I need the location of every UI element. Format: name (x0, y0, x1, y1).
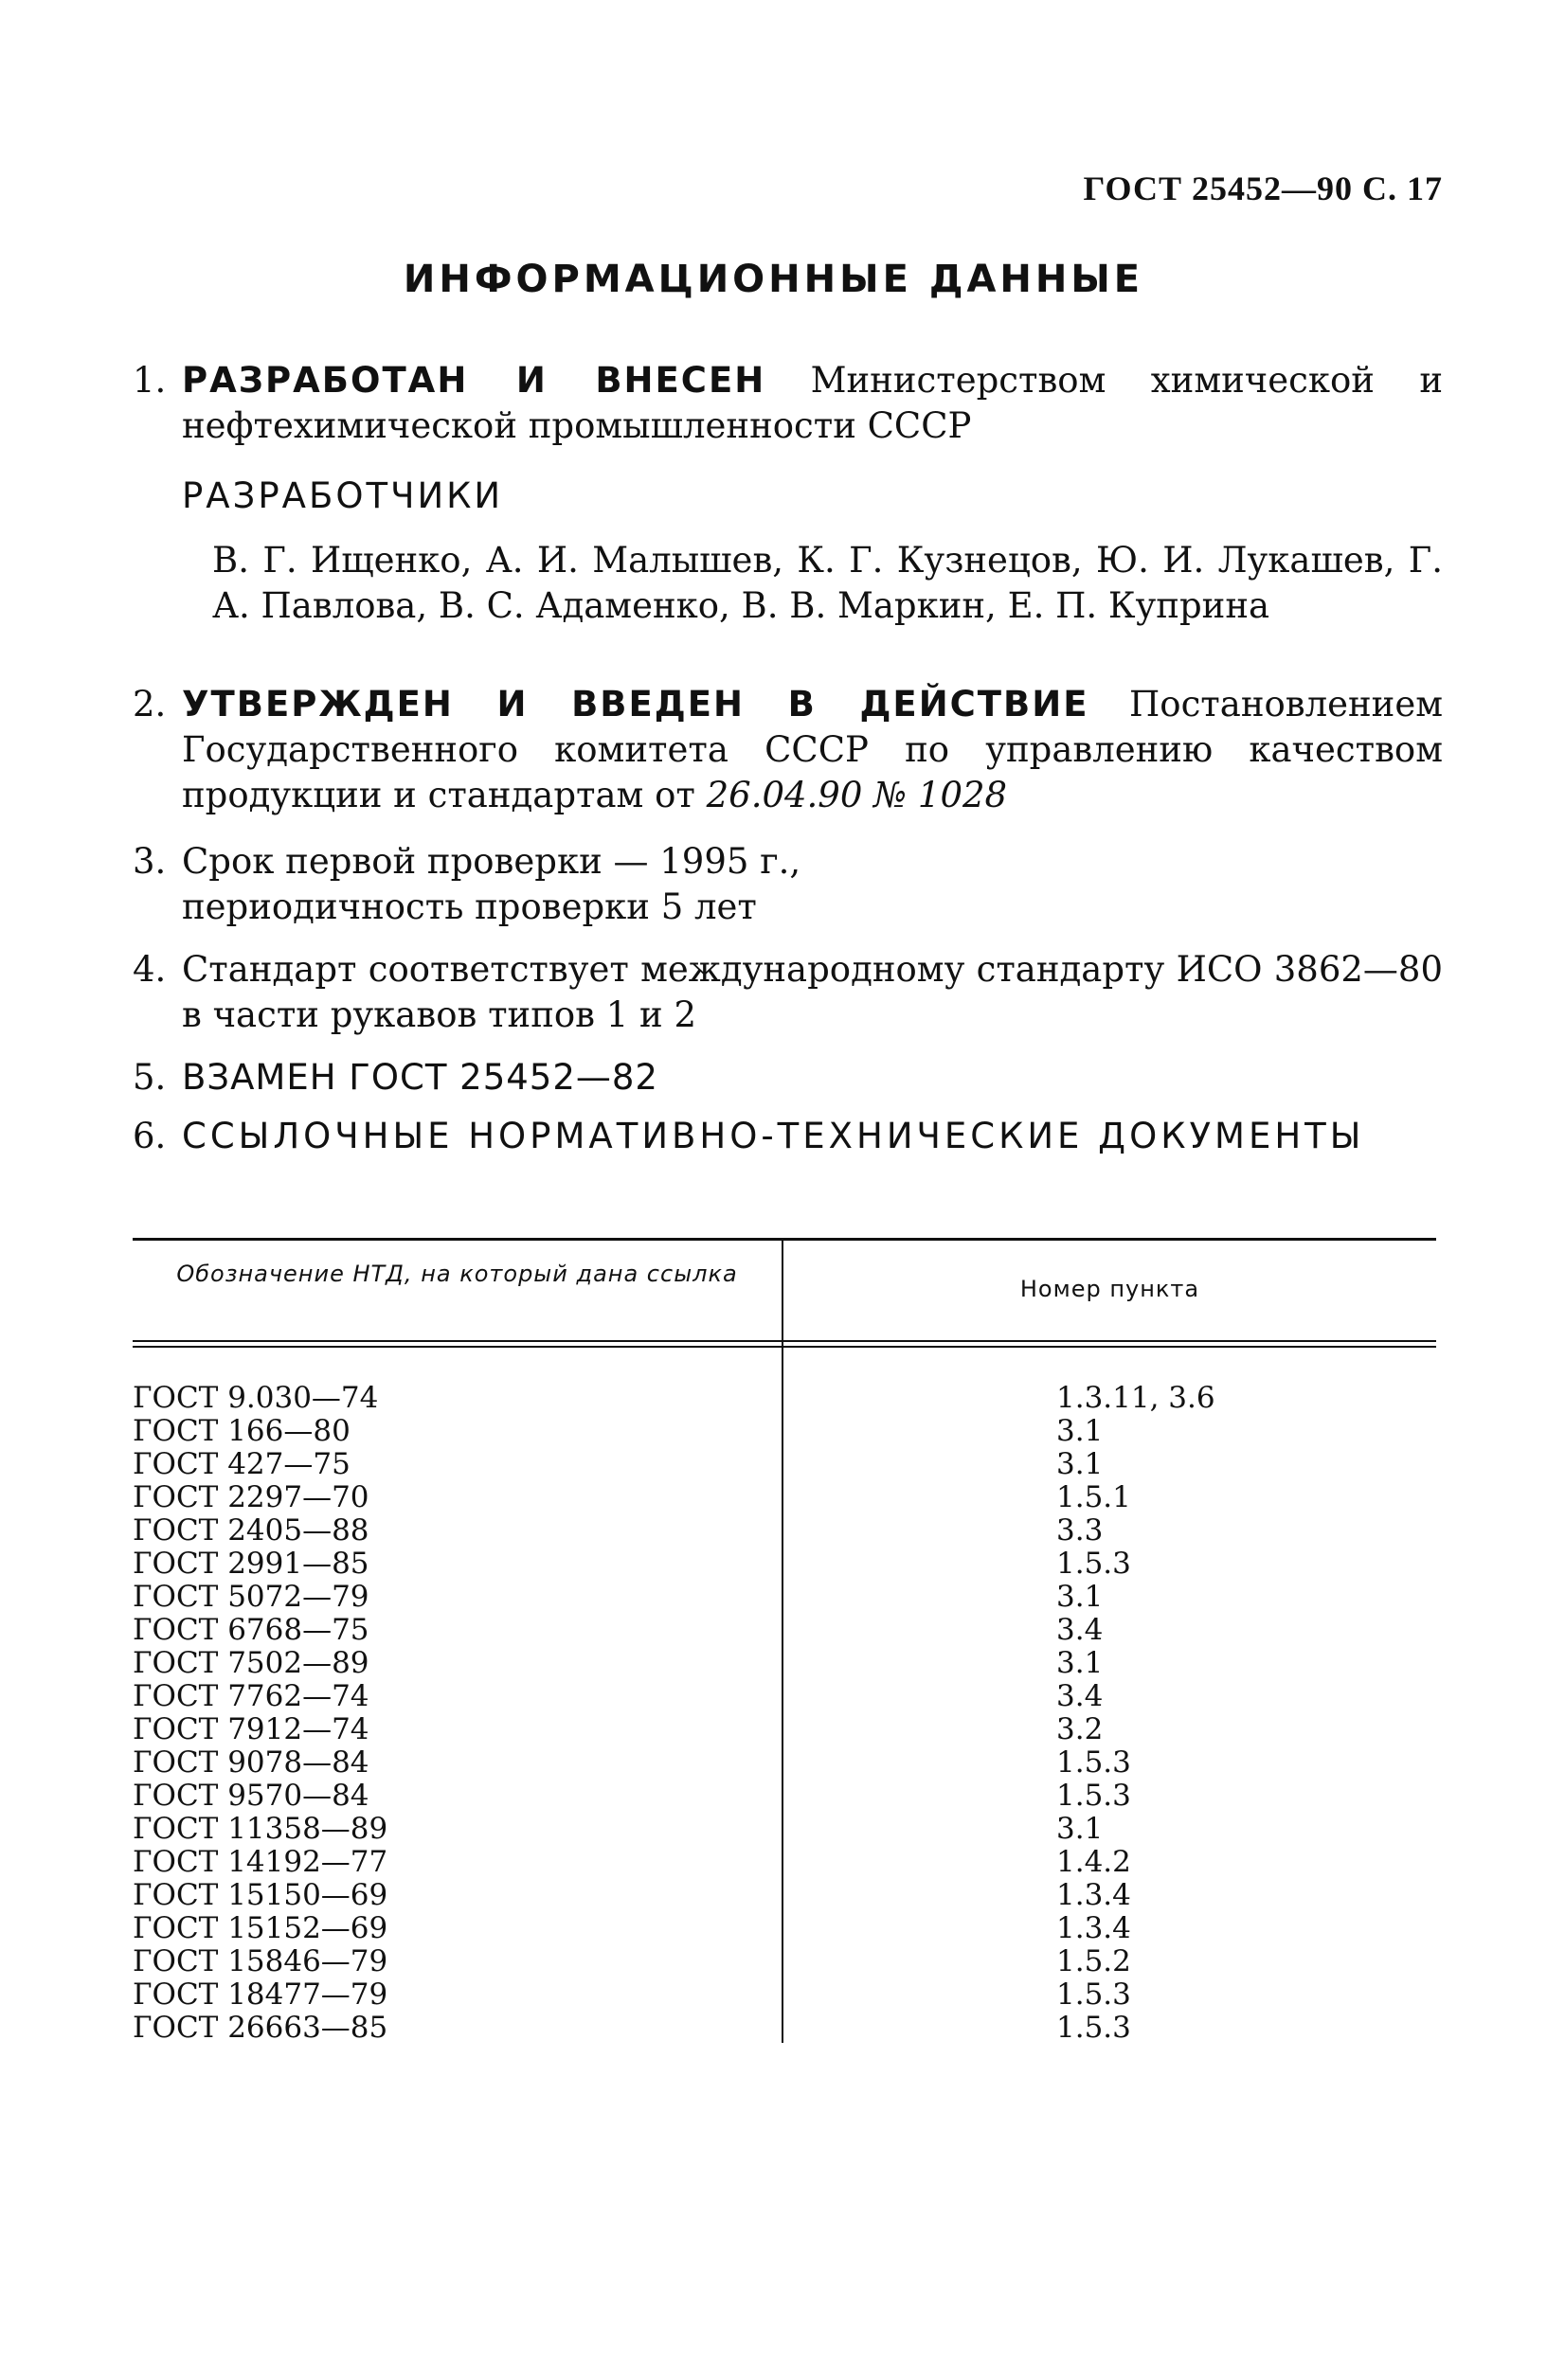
section-1-lead: РАЗРАБОТАН И ВНЕСЕН (182, 360, 766, 401)
table-cell-clause: 3.1 (1056, 1447, 1104, 1481)
table-cell-document: ГОСТ 14192—77 (133, 1845, 388, 1879)
table-row (133, 1680, 1436, 1713)
section-2-body (182, 682, 1443, 818)
table-cell-clause: 3.1 (1056, 1646, 1104, 1680)
section-4 (133, 947, 1443, 1038)
table-row (133, 1813, 1436, 1846)
table-cell-document: ГОСТ 26663—85 (133, 2011, 388, 2045)
table-row (133, 1846, 1436, 1879)
section-6-number: 6. (133, 1116, 167, 1156)
table-row (133, 1614, 1436, 1647)
table-cell-document: ГОСТ 11358—89 (133, 1812, 388, 1846)
table-cell-document: ГОСТ 2405—88 (133, 1513, 369, 1548)
table-cell-clause: 1.5.2 (1056, 1944, 1131, 1978)
section-6-text: ССЫЛОЧНЫЕ НОРМАТИВНО-ТЕХНИЧЕСКИЕ ДОКУМЕНТЫ (182, 1116, 1365, 1156)
section-1-body (182, 358, 1443, 449)
table-row (133, 1945, 1436, 1978)
page-header-code: ГОСТ 25452—90 С. 17 (1083, 170, 1443, 207)
table-body (133, 1382, 1436, 2045)
table-row (133, 1481, 1436, 1514)
section-2-date: 26.04.90 № 1028 (706, 775, 1008, 815)
table-row (133, 1382, 1436, 1415)
table-cell-document: ГОСТ 2297—70 (133, 1480, 369, 1514)
table-cell-clause: 1.3.11, 3.6 (1056, 1381, 1215, 1415)
section-3-line-1: Срок первой проверки — 1995 г., (182, 841, 801, 882)
table-row (133, 1879, 1436, 1912)
developers-list: В. Г. Ищенко, А. И. Малышев, К. Г. Кузнецов, Ю. И. Лукашев, Г. А. Павлова, В. С. Адаменко, В. В. Маркин, Е. П. Куприна (212, 540, 1443, 626)
table-cell-document: ГОСТ 15152—69 (133, 1911, 388, 1945)
page-title: ИНФОРМАЦИОННЫЕ ДАННЫЕ (403, 258, 1144, 301)
table-cell-clause: 1.3.4 (1056, 1878, 1131, 1912)
references-table (133, 1238, 1436, 2043)
table-cell-document: ГОСТ 9.030—74 (133, 1381, 379, 1415)
table-cell-clause: 1.3.4 (1056, 1911, 1131, 1945)
table-header-rule-double (133, 1346, 1436, 1348)
table-cell-document: ГОСТ 5072—79 (133, 1580, 369, 1614)
table-cell-document: ГОСТ 7502—89 (133, 1646, 369, 1680)
table-cell-clause: 3.4 (1056, 1613, 1104, 1647)
table-cell-document: ГОСТ 6768—75 (133, 1613, 369, 1647)
table-cell-document: ГОСТ 9078—84 (133, 1745, 369, 1780)
table-header-document-label: Обозначение НТД, на который дана ссылка (176, 1261, 738, 1287)
table-cell-clause: 3.2 (1056, 1712, 1104, 1746)
table-row (133, 1647, 1436, 1680)
table-header-clause: Номер пункта (1019, 1276, 1200, 1302)
table-top-rule (133, 1238, 1436, 1241)
table-header-rule (133, 1340, 1436, 1342)
section-1 (133, 358, 1443, 629)
table-cell-document: ГОСТ 7762—74 (133, 1679, 369, 1713)
section-3-number: 3. (133, 841, 167, 882)
table-row (133, 1548, 1436, 1581)
table-row (133, 1780, 1436, 1813)
table-cell-clause: 1.5.3 (1056, 2011, 1131, 2045)
table-row (133, 1415, 1436, 1448)
table-row (133, 1581, 1436, 1614)
section-2-text: Постановлением Государственного комитета СССР по управлению качеством продукции и стандартам от (182, 684, 1443, 815)
table-cell-document: ГОСТ 15150—69 (133, 1878, 388, 1912)
section-2-number: 2. (133, 684, 167, 725)
section-4-text: Стандарт соответствует международному стандарту ИСО 3862—80 в части рукавов типов 1 и 2 (182, 949, 1443, 1035)
table-row (133, 1978, 1436, 2012)
table-row (133, 1448, 1436, 1481)
section-3-line-2: периодичность проверки 5 лет (182, 886, 757, 927)
table-cell-clause: 1.4.2 (1056, 1845, 1131, 1879)
table-cell-document: ГОСТ 2991—85 (133, 1547, 369, 1581)
section-1-text: Министерством химической и нефтехимической промышленности СССР (182, 360, 1443, 446)
table-row (133, 1746, 1436, 1780)
table-cell-clause: 1.5.3 (1056, 1547, 1131, 1581)
table-header-document (133, 1261, 782, 1287)
developers-label: РАЗРАБОТЧИКИ (182, 475, 504, 516)
table-row (133, 1514, 1436, 1548)
table-cell-document: ГОСТ 9570—84 (133, 1779, 369, 1813)
table-cell-clause: 1.5.3 (1056, 1779, 1131, 1813)
table-row (133, 1912, 1436, 1945)
section-4-number: 4. (133, 949, 167, 990)
table-cell-clause: 1.5.1 (1056, 1480, 1131, 1514)
section-6 (133, 1114, 1443, 1159)
table-row (133, 1713, 1436, 1746)
table-cell-document: ГОСТ 18477—79 (133, 1977, 388, 2012)
table-cell-document: ГОСТ 7912—74 (133, 1712, 369, 1746)
section-3-body (182, 839, 1443, 930)
section-1-number: 1. (133, 360, 167, 401)
table-cell-clause: 1.5.3 (1056, 1977, 1131, 2012)
table-cell-clause: 1.5.3 (1056, 1745, 1131, 1780)
table-cell-document: ГОСТ 427—75 (133, 1447, 351, 1481)
section-5-text: ВЗАМЕН ГОСТ 25452—82 (182, 1057, 658, 1098)
section-5-number: 5. (133, 1057, 167, 1098)
section-2-lead: УТВЕРЖДЕН И ВВЕДЕН В ДЕЙСТВИЕ (182, 684, 1089, 725)
section-2 (133, 682, 1443, 818)
table-cell-clause: 3.3 (1056, 1513, 1104, 1548)
section-3 (133, 839, 1443, 930)
section-5 (133, 1055, 1443, 1101)
table-cell-document: ГОСТ 15846—79 (133, 1944, 388, 1978)
table-cell-document: ГОСТ 166—80 (133, 1414, 351, 1448)
table-cell-clause: 3.1 (1056, 1414, 1104, 1448)
table-row (133, 2012, 1436, 2045)
table-cell-clause: 3.4 (1056, 1679, 1104, 1713)
table-cell-clause: 3.1 (1056, 1580, 1104, 1614)
table-cell-clause: 3.1 (1056, 1812, 1104, 1846)
